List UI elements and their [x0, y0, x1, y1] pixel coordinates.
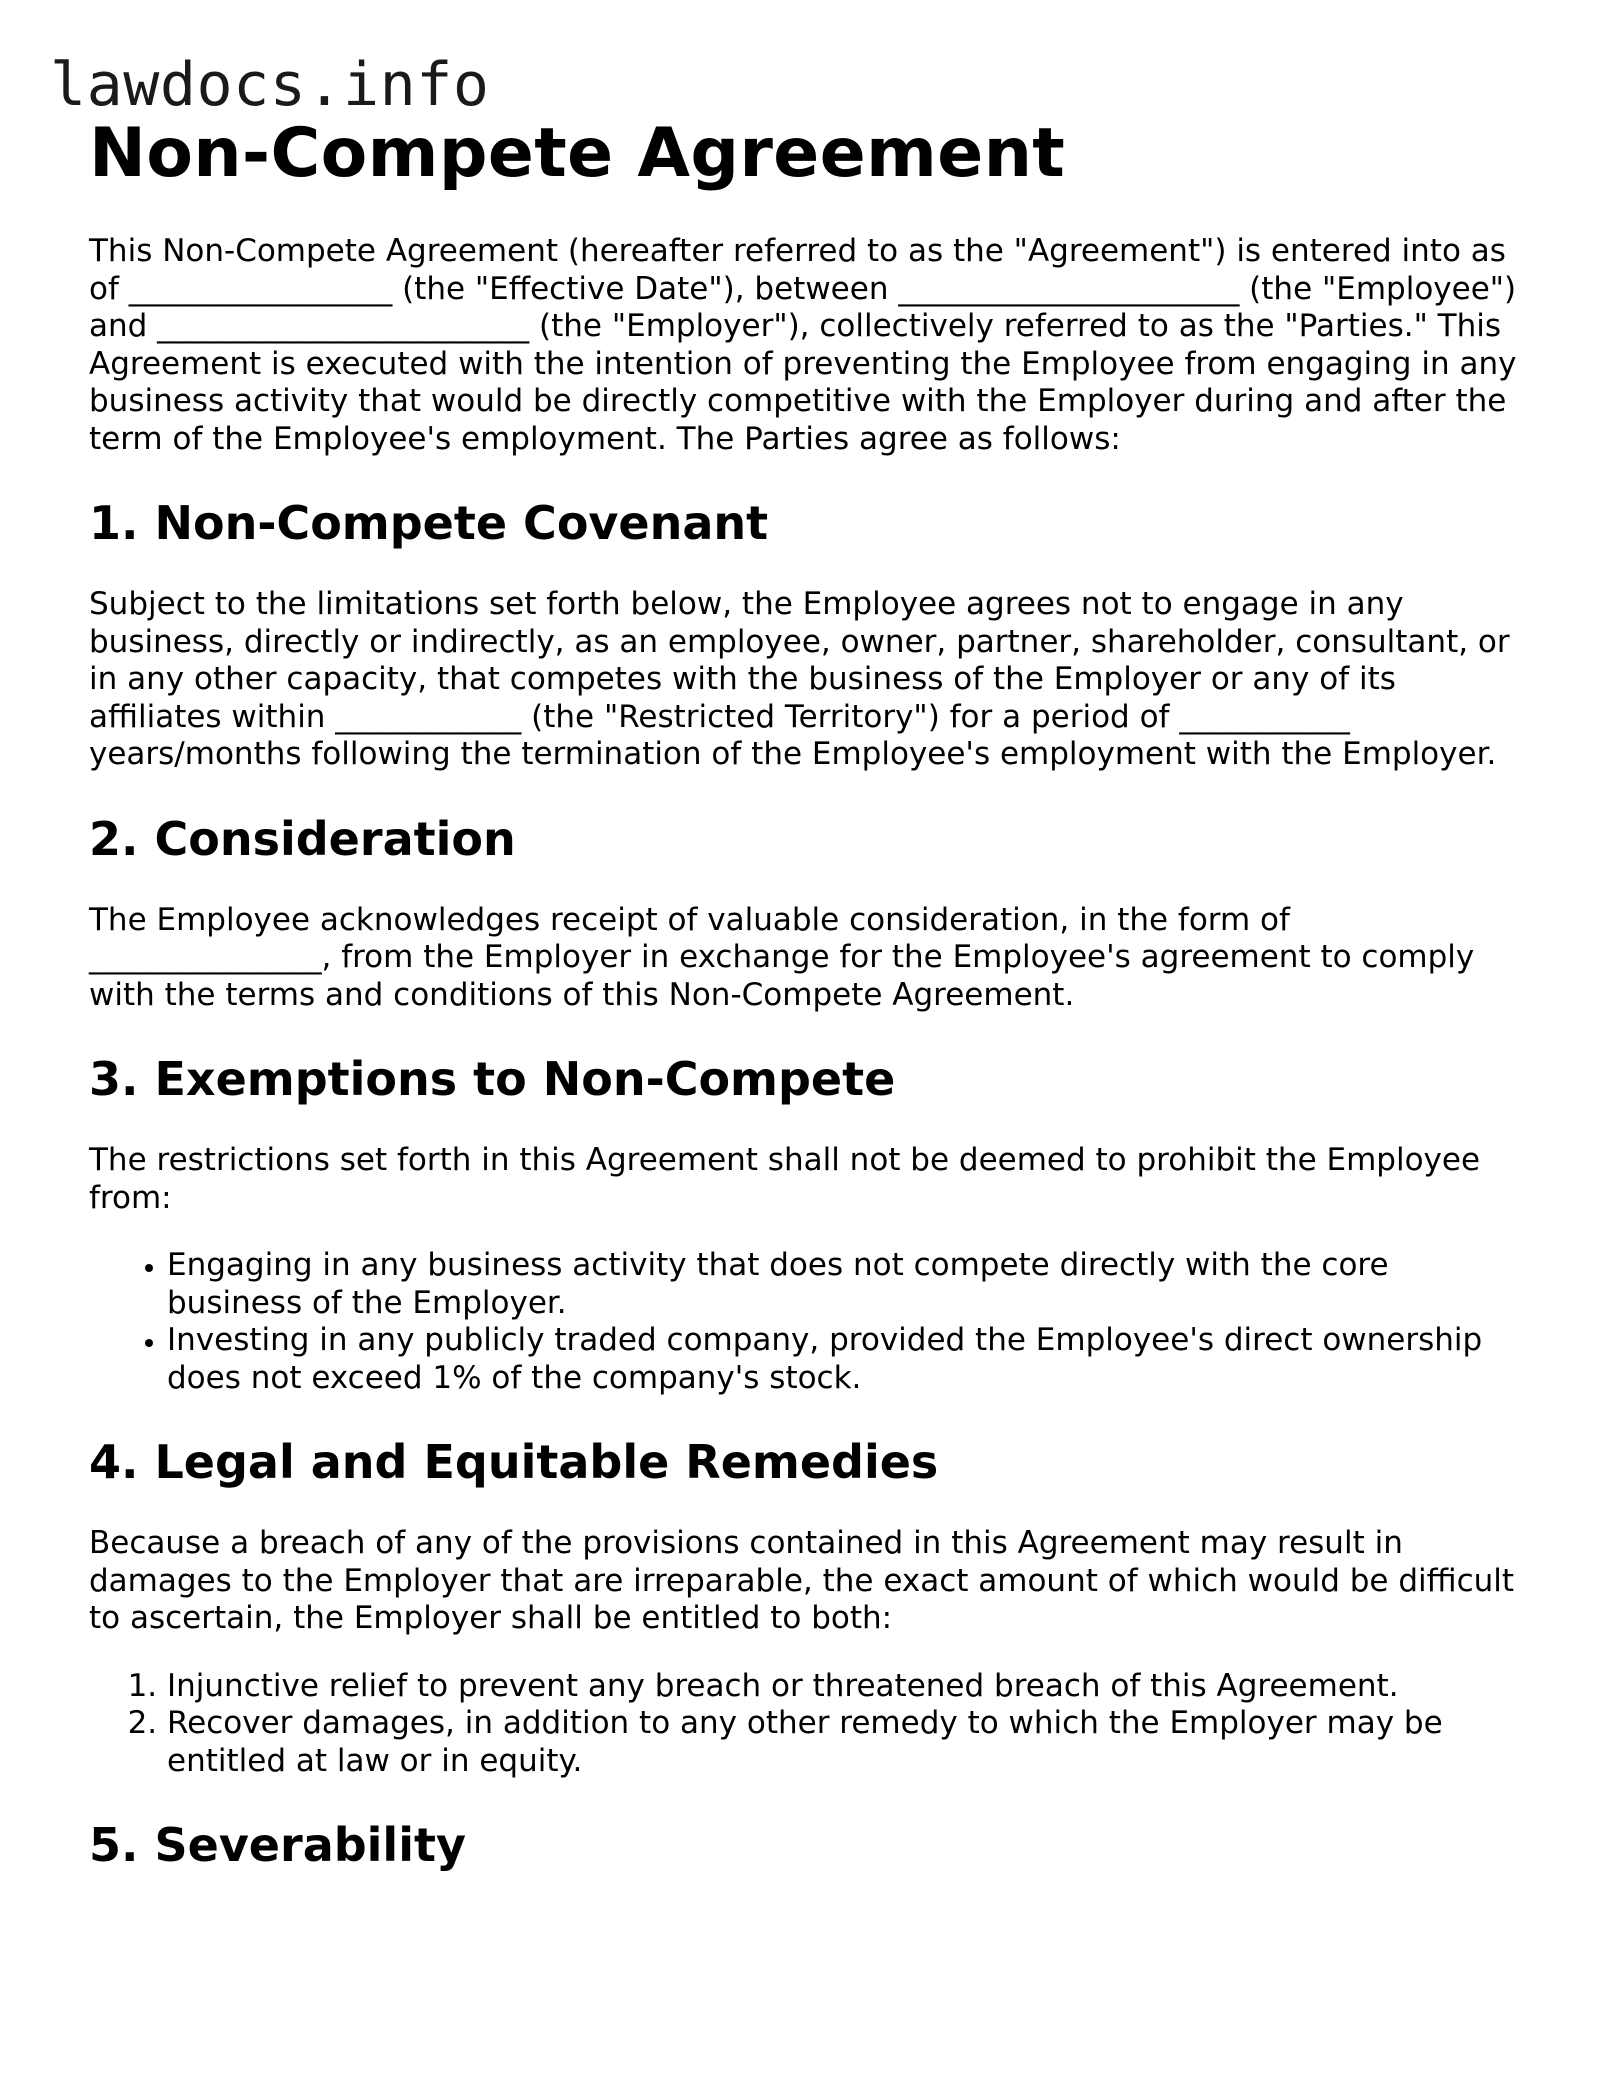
list-item: 2. Recover damages, in addition to any other remedy to which the Employer may be entitled at law or in equity. — [167, 1705, 1529, 1780]
list-item: 1. Injunctive relief to prevent any breach or threatened breach of this Agreement. — [167, 1668, 1529, 1706]
list-item: • Investing in any publicly traded company, provided the Employee's direct ownership does not exceed 1% of the company's stock. — [167, 1322, 1529, 1397]
section-text-consideration: The Employee acknowledges receipt of valuable consideration, in the form of _______________, from the Employer in exchange for the Employee's agreement to comply with the terms and conditions of this Non-Compete Agreement. — [89, 901, 1475, 1013]
intro-paragraph: This Non-Compete Agreement (hereafter referred to as the "Agreement") is entered into as of _________________ (the "Effective Date"), between ______________________ (the "Employee") and ________________________ (the "Employer"), collectively referred to as the "Parties." This Agreement is executed with the intention of preventing the Employee from engaging in any business activity that would be directly competitive with the Employer during and after the term of the Employee's employment. The Parties agree as follows: — [89, 233, 1517, 457]
section-heading-remedies: 4. Legal and Equitable Remedies — [89, 1435, 939, 1489]
document-title: Non-Compete Agreement — [89, 114, 1066, 193]
section-heading-severability: 5. Severability — [89, 1818, 466, 1872]
site-watermark: lawdocs.info — [50, 50, 490, 120]
section-heading-consideration: 2. Consideration — [89, 811, 516, 866]
section-text-non-compete-covenant: Subject to the limitations set forth below, the Employee agrees not to engage in any business, directly or indirectly, as an employee, owner, partner, shareholder, consultant, or in any other capacity, that competes with the business of the Employer or any of its affiliates within ____________ (the "Restricted Territory") for a period of ___________ years/months following the termination of the Employee's employment with the Employer. — [89, 586, 1510, 772]
remedies-list — [89, 1668, 1529, 1781]
document-page — [89, 116, 1529, 1872]
exemptions-list — [89, 1247, 1529, 1397]
section-text-remedies: Because a breach of any of the provisions contained in this Agreement may result in damages to the Employer that are irreparable, the exact amount of which would be difficult to ascertain, the Employer shall be entitled to both: — [89, 1525, 1515, 1636]
section-text-exemptions: The restrictions set forth in this Agreement shall not be deemed to prohibit the Employee from: — [89, 1142, 1481, 1216]
section-heading-non-compete-covenant: 1. Non-Compete Covenant — [89, 496, 769, 550]
list-item: • Engaging in any business activity that does not compete directly with the core business of the Employer. — [167, 1247, 1529, 1322]
section-heading-exemptions: 3. Exemptions to Non-Compete — [89, 1052, 896, 1106]
